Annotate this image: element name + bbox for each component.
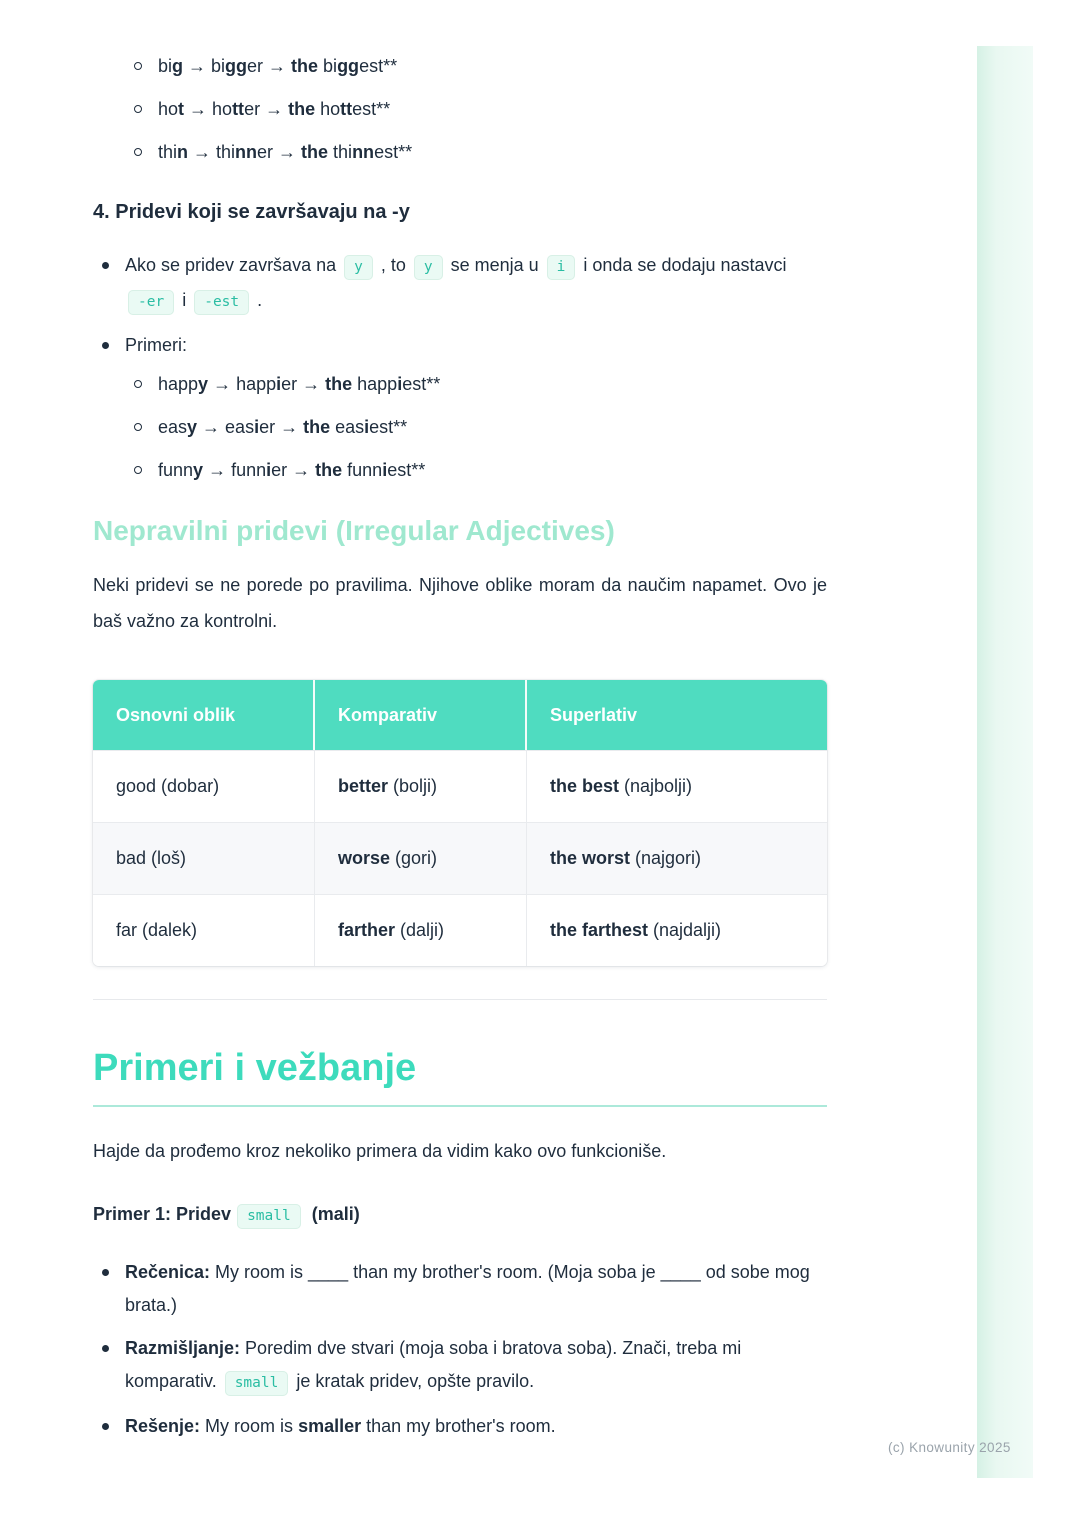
table-cell-comparative: better (bolji) (315, 750, 527, 822)
practice-intro-paragraph: Hajde da prođemo kroz nekoliko primera da vidim kako ovo funkcioniše. (93, 1141, 667, 1161)
table-row (93, 822, 827, 894)
list-item (93, 1410, 827, 1443)
doubling-examples-list (93, 50, 827, 169)
table-header-cell: Komparativ (315, 680, 527, 750)
y-rule-list (93, 249, 827, 487)
primer1-heading: Primer 1: Pridev small (mali) (93, 1195, 827, 1235)
table-cell-superlative: the best (najbolji) (527, 750, 827, 822)
table-cell-base-form: good (dobar) (93, 750, 315, 822)
page-heading-practice: Primeri i vežbanje (93, 1044, 827, 1107)
list-item (93, 249, 827, 319)
list-item (126, 411, 827, 444)
list-item-text: Rešenje: My room is smaller than my brother's room. (125, 1416, 556, 1436)
list-item (126, 136, 827, 169)
table-cell-comparative: farther (dalji) (315, 894, 527, 966)
list-item-text: easy → easier → the easiest** (158, 417, 408, 437)
examples-label: Primeri: (125, 335, 187, 355)
list-item-text: thin → thinner → the thinnest** (158, 142, 413, 162)
list-item-text: happy → happier → the happiest** (158, 374, 441, 394)
table-row (93, 750, 827, 822)
table-header-row (93, 680, 827, 750)
section-heading-irregular-adjectives: Nepravilni pridevi (Irregular Adjectives) (93, 515, 615, 546)
list-item (93, 329, 827, 487)
list-item (126, 50, 827, 83)
table-cell-superlative: the farthest (najdalji) (527, 894, 827, 966)
copyright-note: (c) Knowunity 2025 (888, 1440, 1011, 1455)
table-cell-base-form: bad (loš) (93, 822, 315, 894)
list-item-text: Rečenica: My room is ____ than my brother's room. (Moja soba je ____ od sobe mog brata.) (125, 1262, 810, 1315)
table-header-cell: Superlativ (527, 680, 827, 750)
list-item (126, 93, 827, 126)
list-item-text: funny → funnier → the funniest** (158, 460, 426, 480)
list-item (93, 1332, 827, 1400)
page-side-accent-bar (977, 46, 1033, 1478)
list-item-text: big → bigger → the biggest** (158, 56, 398, 76)
list-item-text: hot → hotter → the hottest** (158, 99, 391, 119)
irregular-paragraph: Neki pridevi se ne porede po pravilima. Njihove oblike moram da naučim napamet. Ovo je baš važno za kontrolni. (93, 575, 827, 631)
primer1-steps-list (93, 1256, 827, 1443)
table-cell-superlative: the worst (najgori) (527, 822, 827, 894)
table-row (93, 894, 827, 966)
list-item (126, 454, 827, 487)
section-heading-y-adjectives: 4. Pridevi koji se završavaju na -y (93, 201, 410, 223)
list-item-text: Razmišljanje: Poredim dve stvari (moja soba i bratova soba). Znači, treba mi komparativ. small je kratak pridev, opšte pravilo. (125, 1338, 741, 1391)
document-content (93, 0, 827, 1443)
rule-text: Ako se pridev završava na y , to y se menja u i i onda se dodaju nastavci -er i -est . (125, 255, 787, 310)
table-cell-base-form: far (dalek) (93, 894, 315, 966)
y-examples-list (125, 368, 827, 487)
table-header-cell: Osnovni oblik (93, 680, 315, 750)
irregular-adjectives-table (93, 680, 827, 966)
list-item (126, 368, 827, 401)
section-divider (93, 999, 827, 1000)
table-cell-comparative: worse (gori) (315, 822, 527, 894)
list-item (93, 1256, 827, 1322)
